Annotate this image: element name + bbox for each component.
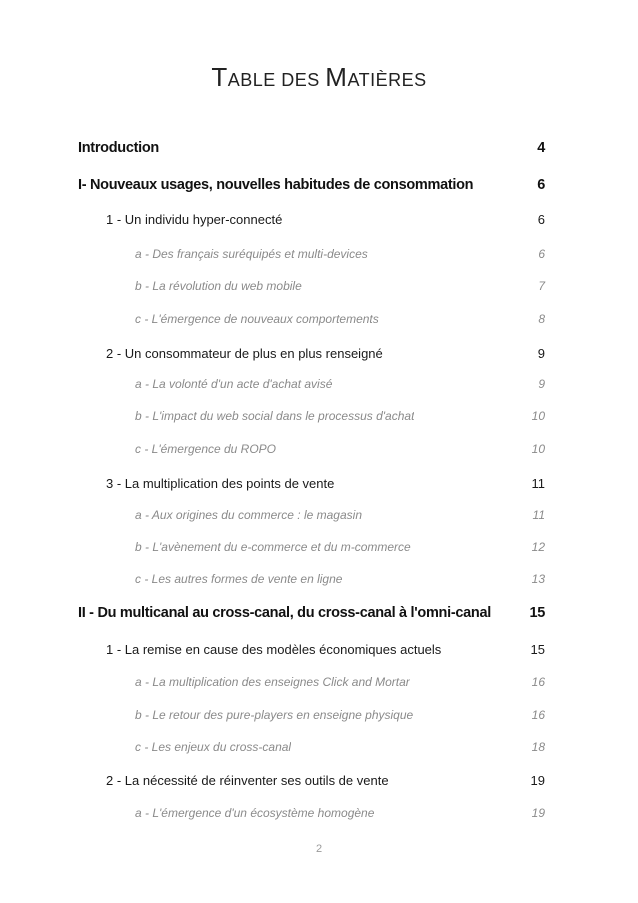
page-number: 2: [315, 843, 323, 855]
toc-entry-page: 13: [531, 572, 545, 586]
toc-entry-page: 8: [538, 312, 545, 326]
toc-entry-label: Introduction: [78, 140, 159, 156]
toc-entry-page: 10: [531, 409, 545, 423]
toc-entry-subsection[interactable]: [135, 442, 545, 456]
title-cap-2: M: [325, 62, 348, 92]
toc-entry-page: 10: [531, 442, 545, 456]
toc-entry-part-2[interactable]: [78, 605, 545, 621]
toc-entry-section[interactable]: [106, 212, 545, 227]
toc-entry-section[interactable]: [106, 476, 545, 491]
toc-entry-label: 2 - La nécessité de réinventer ses outils de vente: [106, 773, 389, 788]
toc-entry-page: 19: [530, 773, 545, 788]
toc-entry-label: I- Nouveaux usages, nouvelles habitudes de consommation: [78, 177, 474, 193]
toc-entry-page: 6: [537, 177, 545, 193]
toc-entry-label: b - Le retour des pure-players en enseigne physique: [135, 708, 414, 722]
toc-entry-page: 16: [531, 675, 545, 689]
toc-entry-subsection[interactable]: [135, 740, 545, 754]
toc-entry-label: II - Du multicanal au cross-canal, du cross-canal à l'omni-canal: [78, 605, 491, 621]
toc-entry-subsection[interactable]: [135, 312, 545, 326]
toc-entry-subsection[interactable]: [135, 540, 545, 554]
toc-entry-label: a - Des français suréquipés et multi-devices: [135, 247, 368, 261]
toc-entry-subsection[interactable]: [135, 708, 545, 722]
toc-entry-page: 19: [531, 806, 545, 820]
toc-entry-page: 9: [537, 346, 545, 361]
toc-entry-section[interactable]: [106, 642, 545, 657]
toc-entry-label: c - Les autres formes de vente en ligne: [135, 572, 343, 586]
toc-entry-label: a - La multiplication des enseignes Click and Mortar: [135, 675, 410, 689]
toc-entry-label: 2 - Un consommateur de plus en plus renseigné: [106, 346, 383, 361]
toc-entry-page: 6: [537, 212, 545, 227]
toc-entry-label: b - L'impact du web social dans le processus d'achat: [135, 409, 415, 423]
toc-entry-subsection[interactable]: [135, 377, 545, 391]
toc-entry-label: a - L'émergence d'un écosystème homogène: [135, 806, 375, 820]
toc-entry-section[interactable]: [106, 773, 545, 788]
toc-entry-label: 1 - La remise en cause des modèles économiques actuels: [106, 642, 442, 657]
toc-entry-subsection[interactable]: [135, 508, 545, 522]
toc-entry-page: 11: [532, 508, 545, 522]
toc-entry-page: 15: [529, 605, 545, 621]
title-rest-1: ABLE DES: [227, 70, 326, 90]
toc-entry-page: 6: [538, 247, 545, 261]
toc-entry-label: 1 - Un individu hyper-connecté: [106, 212, 283, 227]
toc-entry-page: 7: [538, 279, 545, 293]
toc-entry-part-1[interactable]: [78, 177, 545, 193]
toc-entry-subsection[interactable]: [135, 806, 545, 820]
toc-entry-subsection[interactable]: [135, 409, 545, 423]
toc-entry-label: b - L'avènement du e-commerce et du m-commerce: [135, 540, 411, 554]
toc-entry-page: 15: [530, 642, 545, 657]
toc-entry-page: 4: [537, 140, 545, 156]
toc-entry-label: c - L'émergence du ROPO: [135, 442, 277, 456]
toc-entry-page: 11: [531, 476, 545, 491]
toc-entry-subsection[interactable]: [135, 279, 545, 293]
toc-entry-label: a - La volonté d'un acte d'achat avisé: [135, 377, 333, 391]
toc-entry-section[interactable]: [106, 346, 545, 361]
toc-entry-page: 12: [531, 540, 545, 554]
toc-entry-subsection[interactable]: [135, 572, 545, 586]
toc-entry-label: c - L'émergence de nouveaux comportements: [135, 312, 379, 326]
toc-entry-label: 3 - La multiplication des points de vente: [106, 476, 335, 491]
toc-entry-label: c - Les enjeux du cross-canal: [135, 740, 292, 754]
toc-entry-label: a - Aux origines du commerce : le magasin: [135, 508, 362, 522]
toc-entry-page: 16: [531, 708, 545, 722]
toc-entry-label: b - La révolution du web mobile: [135, 279, 302, 293]
title-cap-1: T: [211, 62, 228, 92]
toc-entry-page: 18: [531, 740, 545, 754]
title-rest-2: ATIÈRES: [347, 70, 427, 90]
toc-entry-page: 9: [538, 377, 545, 391]
toc-entry-subsection[interactable]: [135, 247, 545, 261]
toc-entry-introduction[interactable]: [78, 140, 545, 156]
toc-entry-subsection[interactable]: [135, 675, 545, 689]
